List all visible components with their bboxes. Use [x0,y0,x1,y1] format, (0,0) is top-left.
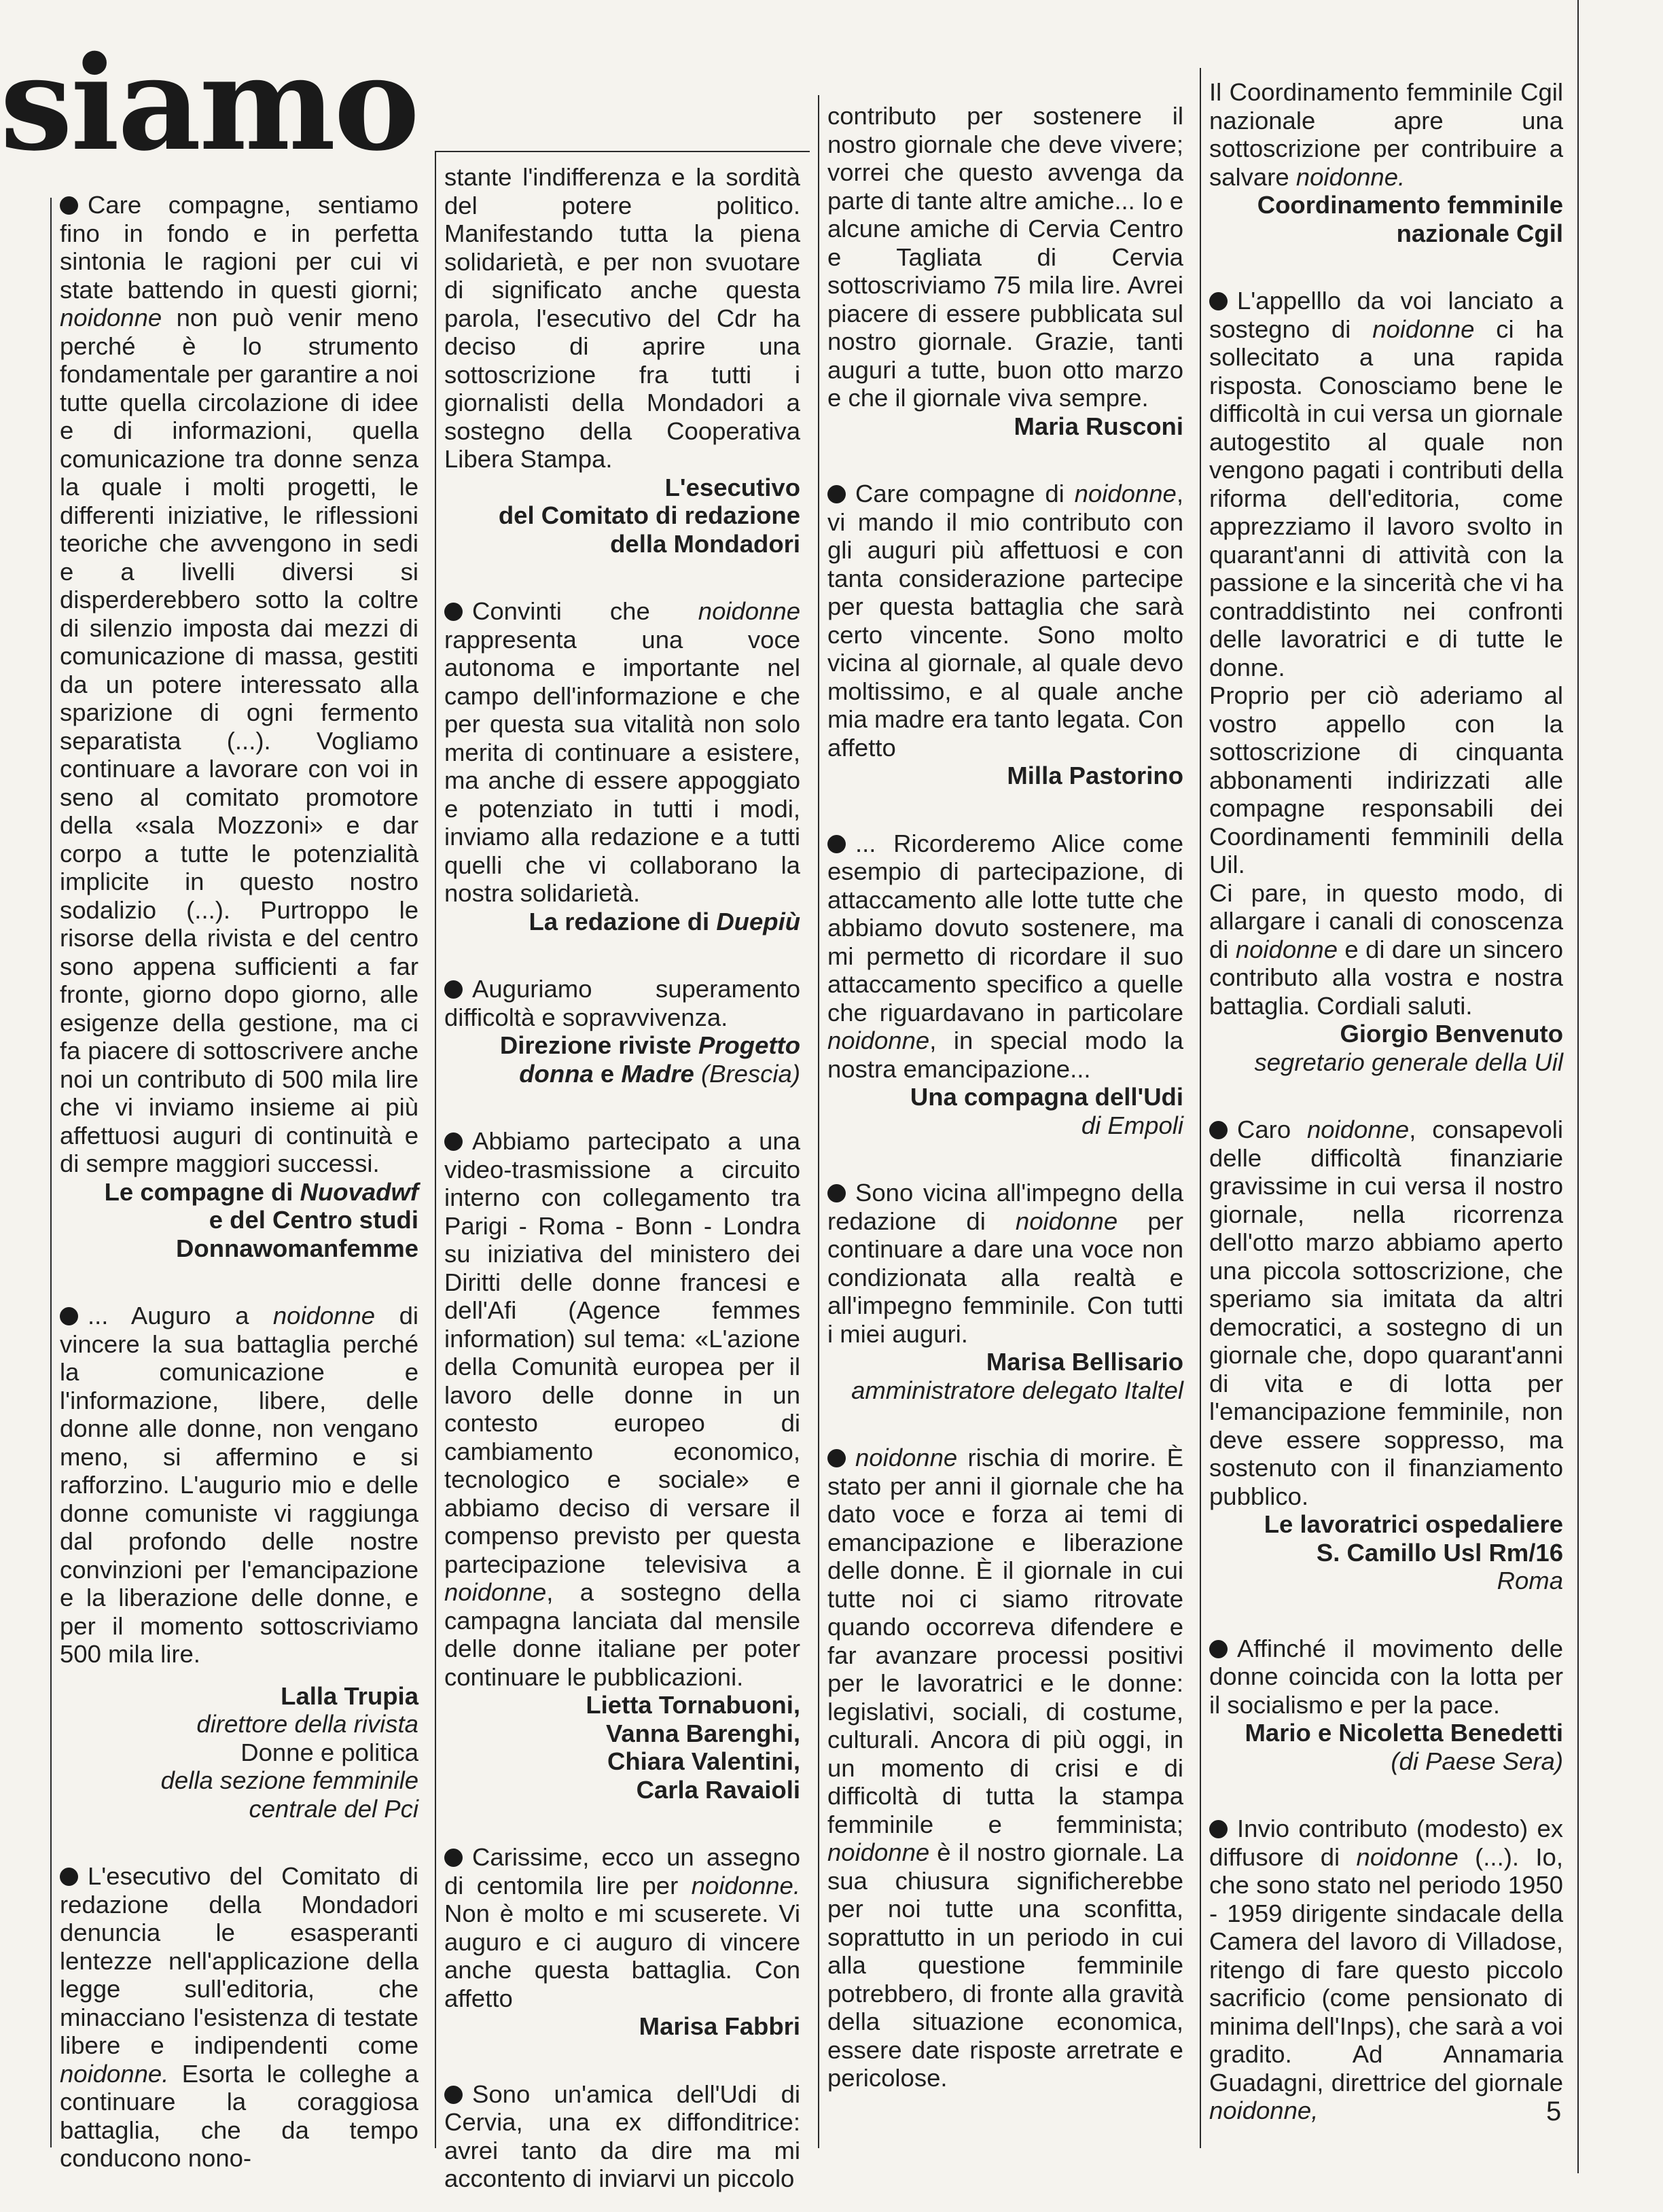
signature-role: della sezione femminile [160,1766,418,1794]
letter [1209,1815,1563,2125]
bullet-icon [827,1184,846,1202]
signature: Coordinamento femminile [1257,191,1563,219]
bullet-icon [1209,1820,1228,1838]
signature: L'esecutivo [664,473,800,501]
bullet-icon [1209,1121,1228,1139]
signature: Chiara Valentini, [607,1747,800,1775]
letter-body: Sono un'amica dell'Udi di Cervia, una ex diffonditrice: avrei tanto da dire ma mi accontento di inviarvi un piccolo [444,2080,800,2192]
letter-body: ... Ricorderemo Alice come esempio di partecipazione, di attaccamento alle lotte tutte che abbiamo dovuto sostenere, ma mi permetto di ricordare il suo attaccamento specifico a quelle che riguardavano in particolare noidonne, in special modo la nostra emancipazione... [827,829,1183,1083]
signature: Direzione riviste Progetto [499,1031,800,1059]
letter [444,597,800,935]
letter [827,480,1183,790]
letter [444,1127,800,1804]
signature: amministratore delegato Italtel [851,1376,1183,1404]
signature: Vanna Barenghi, [606,1719,800,1747]
signature: La redazione di Duepiù [529,907,800,935]
signature-role: Donne e politica [240,1738,418,1766]
signature: del Comitato di redazione [498,501,800,529]
column-3 [827,102,1183,2092]
letter-body: Invio contributo (modesto) ex diffusore di noidonne (...). Io, che sono stato nel periodo 1950 - 1959 dirigente sindacale della Camera del lavoro di Villadose, ritengo di fare questo piccolo sacrificio (come pensionato di minima dell'Inps), che sarà a voi gradito. Ad Annamaria Guadagni, direttrice del giornale noidonne, [1209,1815,1563,2124]
bullet-icon [1209,292,1228,310]
signature: Giorgio Benvenuto [1340,1020,1563,1048]
letter-body: Ci pare, in questo modo, di allargare i canali di conoscenza di noidonne e di dare un sincero contributo alla vostra e nostra battaglia. Cordiali saluti. [1209,878,1563,1020]
letter [1209,1635,1563,1776]
letter-body: L'esecutivo del Comitato di redazione della Mondadori denuncia le esasperanti lentezze nell'applicazione della legge sull'editoria, che minacciano l'esistenza di testate libere e indipendenti come noidonne. Esorta le colleghe a continuare la coraggiosa battaglia, che da tempo conducono nono- [60,1862,418,2172]
bullet-icon [444,2086,463,2104]
signature: Donnawomanfemme [176,1234,418,1262]
letter [827,830,1183,1140]
letter-body: stante l'indifferenza e la sordità del potere politico. Manifestando tutta la piena solidarietà, e per non svuotare di significato anche questa parola, l'esecutivo del Cdr ha deciso di aprire una sottoscrizione fra tutti i giornalisti della Mondadori a sostegno della Cooperativa Libera Stampa. [444,163,800,473]
signature: Lietta Tornabuoni, [586,1691,800,1719]
signature: nazionale Cgil [1396,219,1563,247]
signature: Marisa Fabbri [639,2012,800,2040]
column-4 [1209,78,1563,2125]
signature: Le lavoratrici ospedaliere [1264,1510,1563,1538]
column-1 [60,191,418,2212]
letter-body: L'appelllo da voi lanciato a sostegno di noidonne ci ha sollecitato a una rapida risposta. Conosciamo bene le difficoltà in cui versa un giornale autogestito al quale non vengono pagati i contributi della riforma dell'editoria, come apprezziamo il lavoro svolto in quarant'anni di attività con la passione e la sincerità che vi ha contraddistinto nei confronti delle lavoratrici e di tutte le donne. [1209,287,1563,681]
signature: Una compagna dell'Udi [910,1083,1183,1111]
signature: Carla Ravaioli [636,1775,800,1804]
signature-name: Lalla Trupia [281,1681,418,1710]
signature: e del Centro studi [209,1206,418,1234]
signature: donna e Madre (Brescia) [519,1059,800,1088]
letter-body: Carissime, ecco un assegno di centomila lire per noidonne. Non è molto e mi scuserete. Vi auguro e ci auguro di vincere anche questa battaglia. Con affetto [444,1843,800,2012]
letter [444,1843,800,2041]
bullet-icon [827,835,846,853]
bullet-icon [444,1849,463,1867]
column-2 [444,163,800,2193]
bullet-icon [444,603,463,621]
letter [1209,287,1563,1076]
signature: (di Paese Sera) [1391,1747,1563,1775]
signature-role: direttore della rivista [196,1710,418,1738]
letter-body: Affinché il movimento delle donne coincida con la lotta per il socialismo e per la pace. [1209,1634,1563,1719]
letter-body: Proprio per ciò aderiamo al vostro appello con la sottoscrizione di cinquanta abbonamenti indirizzati alle compagne responsabili dei Coordinamenti femminili della Uil. [1209,681,1563,878]
letter [827,102,1183,440]
letter-body: contributo per sostenere il nostro giornale che deve vivere; vorrei che questo avvenga da parte di tante altre amiche... Io e alcune amiche di Cervia Centro e Tagliata di Cervia sottoscriviamo 75 mila lire. Avrei piacere di essere pubblicata sul nostro giornale. Grazie, tanti auguri a tutte, buon otto marzo e che il giornale viva sempre. [827,102,1183,412]
bullet-icon [60,1307,78,1325]
letter [60,1862,418,2173]
signature: S. Camillo Usl Rm/16 [1316,1538,1563,1567]
letter-body: Auguriamo superamento difficoltà e sopravvivenza. [444,975,800,1031]
header-rule-col2 [435,151,810,152]
signature: della Mondadori [610,529,800,558]
bullet-icon [1209,1640,1228,1658]
letter-body: Abbiamo partecipato a una video-trasmissione a circuito interno con collegamento tra Parigi - Roma - Bonn - Londra su iniziativa del ministero dei Diritti delle donne francesi e dell'Afi (Agence femmes information) sul tema: «L'azione della Comunità europea per il lavoro delle donne in un contesto europeo di cambiamento economico, tecnologico e sociale» e abbiamo deciso di versare il compenso previsto per questa partecipazione televisiva a noidonne, a sostegno della campagna lanciata dal mensile delle donne italiane per poter continuare le pubblicazioni. [444,1127,800,1691]
letter-body: Convinti che noidonne rappresenta una voce autonoma e importante nel campo dell'informazione e che per questa sua vitalità non solo merita di continuare a esistere, ma anche di essere appoggiato e potenziato in tutti i modi, inviamo alla redazione e a tutti quelli che vi collaborano la nostra solidarietà. [444,597,800,907]
letter [60,191,418,1262]
letter [1209,78,1563,247]
letter-body: Sono vicina all'impegno della redazione di noidonne per continuare a dare una voce non condizionata alla realtà e all'impegno femminile. Con tutti i miei auguri. [827,1179,1183,1348]
column-rule-4 [1200,68,1201,2148]
letter [444,975,800,1088]
page-number: 5 [1546,2097,1562,2126]
signature-role: centrale del Pci [249,1794,418,1823]
letter [1209,1116,1563,1595]
signature: Le compagne di Nuovadwf [104,1177,418,1206]
letter-body: Care compagne di noidonne, vi mando il mio contributo con gli auguri più affettuosi e con tanta considerazione partecipe per questa battaglia che sarà certo vincente. Sono molto vicina al giornale, al quale devo moltissimo, e al quale anche mia madre era tanto legata. Con affetto [827,480,1183,762]
letter-body: noidonne rischia di morire. È stato per anni il giornale che ha dato voce e forza ai temi di emancipazione e liberazione delle donne. È il giornale in cui tutte noi ci siamo ritrovate quando occorreva difendere e far avanzare processi positivi per le lavoratrici e le donne: legislativi, sociali, di costume, culturali. Ancora di più oggi, in un momento di crisi e di difficoltà di tutta la stampa femminile e femminista; noidonne è il nostro giornale. La sua chiusura significherebbe per noi tutte una sconfitta, soprattutto in un periodo in cui alla questione femminile potrebbero, di fronte alla gravità della situazione economica, essere date risposte arretrate e pericolose. [827,1444,1183,2092]
headline: siamo [0,28,418,179]
signature: segretario generale della Uil [1254,1048,1563,1076]
signature: Milla Pastorino [1007,762,1183,789]
letter [444,2080,800,2193]
signature: Roma [1497,1567,1563,1594]
letter [827,1179,1183,1404]
bullet-icon [60,1868,78,1886]
column-rule-right [1577,0,1579,2173]
signature: Maria Rusconi [1014,412,1183,440]
bullet-icon [444,1132,463,1151]
bullet-icon [444,980,463,999]
bullet-icon [827,485,846,503]
letter-body: Care compagne, sentiamo fino in fondo e in perfetta sintonia le ragioni per cui vi state battendo in questi giorni; noidonne non può venir meno perché è lo strumento fondamentale per garantire a noi tutte quella circolazione di idee e di informazioni, quella comunicazione tra donne senza la quale i molti progetti, le differenti iniziative, le riflessioni teoriche che avvengono in sedi e a livelli diversi si disperderebbero sotto la coltre di silenzio imposta dai mezzi di comunicazione di massa, gestiti da un potere interessato alla sparizione di ogni fermento separatista (...). Vogliamo continuare a lavorare con voi in seno al comitato promotore della «sala Mozzoni» e dar corpo a tutte le potenzialità implicite in questo nostro sodalizio (...). Purtroppo le risorse della rivista e del centro sono appena sufficienti a far fronte, giorno dopo giorno, alle esigenze della gestione, ma ci fa piacere di sottoscrivere anche noi un contributo di 500 mila lire che vi inviamo insieme ai più affettuosi auguri di continuità e di sempre maggiori successi. [60,191,418,1177]
letter [60,1302,418,1823]
signature: Marisa Bellisario [986,1348,1183,1376]
signature: Mario e Nicoletta Benedetti [1245,1719,1563,1747]
bullet-icon [827,1449,846,1467]
signature: di Empoli [1081,1111,1183,1139]
column-rule-3 [818,95,819,2148]
letter-body: Il Coordinamento femminile Cgil nazionale apre una sottoscrizione per contribuire a salvare noidonne. [1209,78,1563,191]
letter [827,1444,1183,2092]
bullet-icon [60,196,78,215]
letter [444,163,800,558]
column-rule-2 [435,151,436,2148]
column-rule-left [50,198,52,2147]
letter-body: ... Auguro a noidonne di vincere la sua battaglia perché la comunicazione e l'informazione, libere, delle donne alle donne, non vengano meno, si affermino e si rafforzino. L'augurio mio e delle donne comuniste vi raggiunga dal profondo delle nostre convinzioni per l'emancipazione e la liberazione delle donne, e per il momento sottoscriviamo 500 mila lire. [60,1302,418,1668]
letter-body: Caro noidonne, consapevoli delle difficoltà finanziarie gravissime in cui versa il nostro giornale, nella ricorrenza dell'otto marzo abbiamo aperto una piccola sottoscrizione, che speriamo sia imitata da altri democratici, a sostegno di un giornale che, dopo quarant'anni di vita e di lotta per l'emancipazione femminile, non deve essere soppresso, ma sostenuto con il finanziamento pubblico. [1209,1116,1563,1510]
